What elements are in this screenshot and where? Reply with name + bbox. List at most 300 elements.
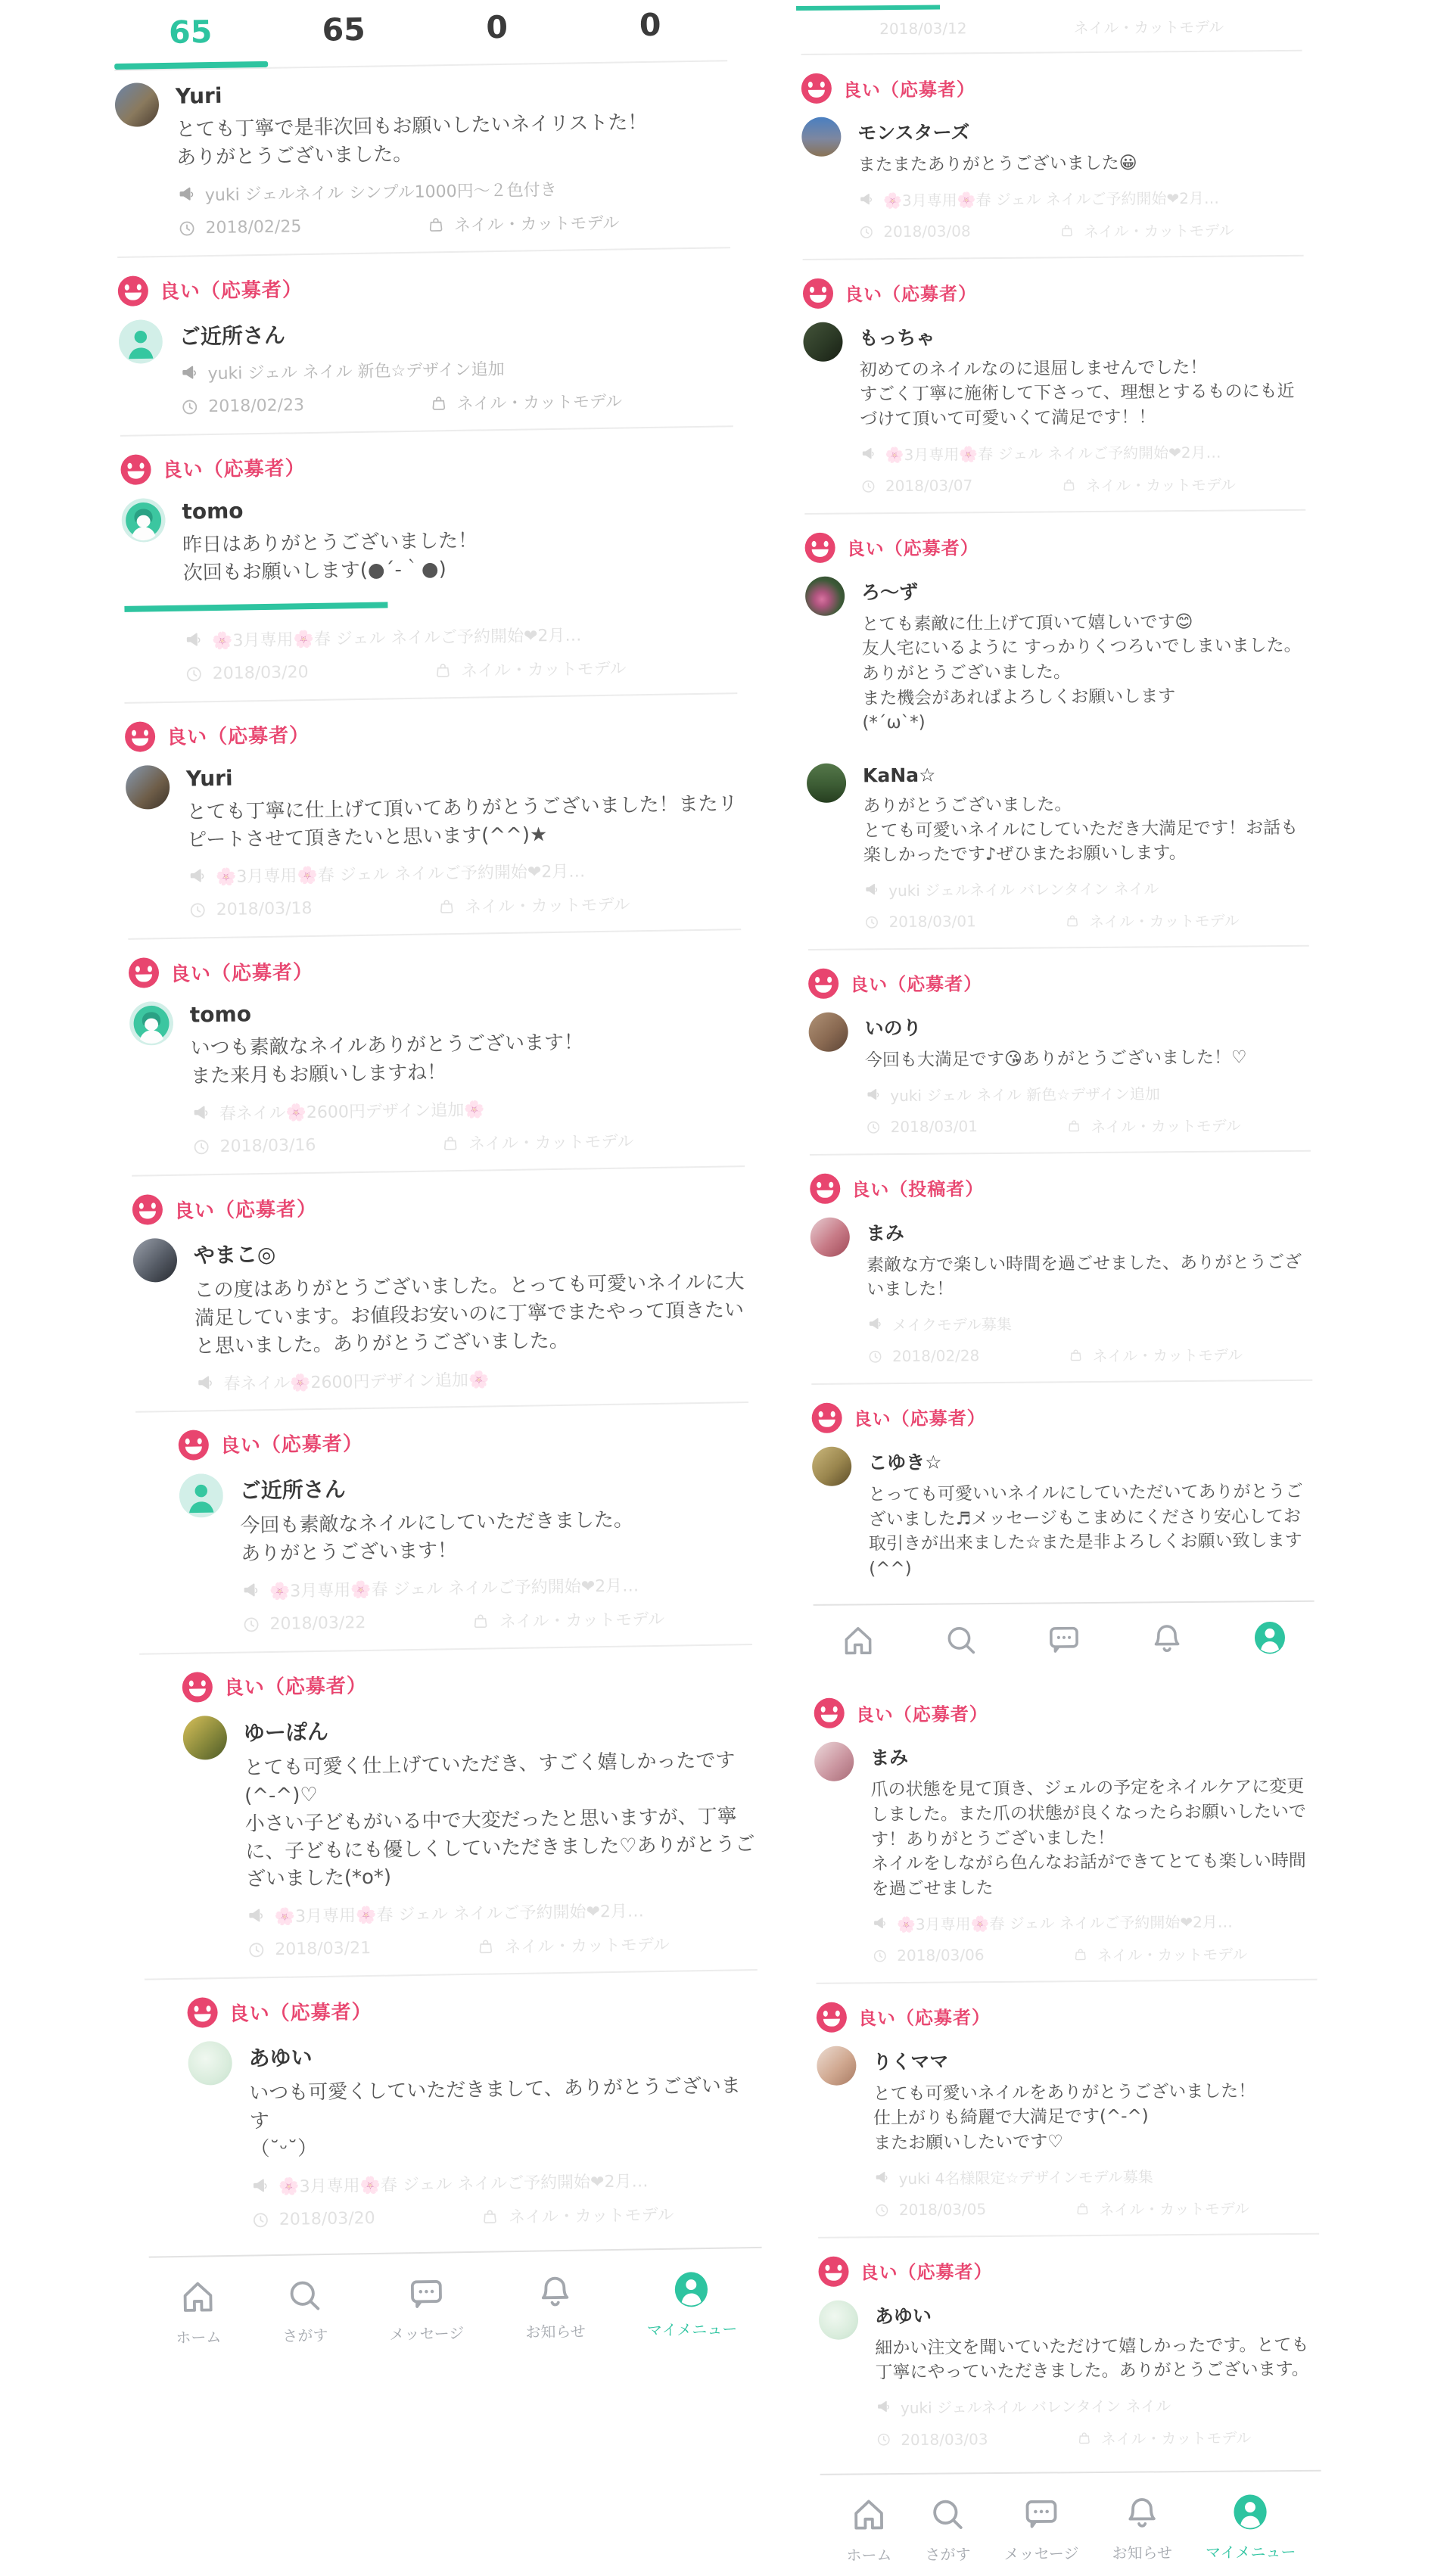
review-card[interactable] bbox=[804, 510, 1307, 751]
message-icon bbox=[1020, 2493, 1061, 2534]
review-meta bbox=[876, 2393, 1321, 2451]
avatar[interactable] bbox=[118, 319, 163, 364]
job-tag: 🌸3月専用🌸春 ジェル ネイルご予約開始❤2月… bbox=[896, 1912, 1233, 1934]
review-category-pair bbox=[1060, 472, 1236, 496]
megaphone-icon bbox=[177, 185, 196, 204]
nav-label: マイメニュー bbox=[646, 2319, 738, 2340]
review-card[interactable] bbox=[811, 1381, 1314, 1598]
nav-item-search[interactable] bbox=[282, 2275, 328, 2346]
job-tag: 🌸3月専用🌸春 ジェル ネイルご予約開始❤2月… bbox=[274, 1902, 645, 1927]
review-meta bbox=[241, 1571, 752, 1637]
job-tag: 春ネイル🌸2600円デザイン追加🌸 bbox=[223, 1370, 490, 1394]
review-rating-header bbox=[187, 1989, 758, 2028]
megaphone-icon bbox=[188, 867, 207, 886]
clock-icon bbox=[191, 1137, 210, 1156]
reviewer-name: Yuri bbox=[185, 765, 233, 792]
job-tag: yuki ジェル ネイル 新色☆デザイン追加 bbox=[890, 1084, 1160, 1105]
clock-icon bbox=[863, 914, 879, 930]
review-card[interactable] bbox=[132, 1167, 748, 1412]
smiley-icon bbox=[804, 532, 835, 562]
nav-item-home[interactable] bbox=[846, 2494, 892, 2565]
job-tag: 🌸3月専用🌸春 ジェル ネイルご予約開始❤2月… bbox=[882, 188, 1220, 210]
job-tag-row bbox=[188, 857, 740, 888]
review-meta bbox=[873, 2163, 1319, 2221]
rating-label: 良い（応募者） bbox=[159, 278, 303, 304]
review-rating-header bbox=[132, 1185, 746, 1225]
review-text: いつも可愛くしていただきまして、ありがとうございます （˘ᵕ˘） bbox=[249, 2074, 741, 2161]
review-date-pair bbox=[858, 221, 1059, 241]
review-text: 初めてのネイルなのに退屈しませんでした！ すごく丁寧に施術して下さって、理想とするものにも近づけて頂いて可愛いくて満足です！！ bbox=[859, 357, 1295, 430]
rating-label: 良い（応募者） bbox=[223, 1675, 368, 1700]
review-category: ネイル・カットモデル bbox=[1097, 1945, 1248, 1965]
megaphone-icon bbox=[195, 1374, 214, 1392]
review-meta bbox=[188, 857, 741, 922]
review-date-pair bbox=[241, 1612, 471, 1635]
review-text: この度はありがとうございました。とっても可愛いネイルに大満足しています。お値段お安いのに丁寧でまたやって頂きたいと思いました。ありがとうございました。 bbox=[194, 1271, 745, 1358]
review-meta bbox=[184, 620, 737, 686]
review-meta bbox=[179, 353, 733, 418]
bell-icon bbox=[534, 2271, 576, 2313]
megaphone-icon bbox=[863, 882, 879, 898]
clock-icon bbox=[180, 397, 199, 416]
reviewer-name: ご近所さん bbox=[179, 322, 286, 350]
review-text: 細かい注文を聞いていただけて嬉しかったです。とても丁寧にやっていただきました。ありがとうございます。 bbox=[875, 2335, 1309, 2383]
clock-icon bbox=[876, 2431, 891, 2447]
nav-label: メッセージ bbox=[1003, 2544, 1079, 2564]
person-icon bbox=[670, 2269, 712, 2310]
rating-label: 良い（応募者） bbox=[173, 1197, 318, 1223]
bag-icon bbox=[433, 661, 452, 680]
megaphone-icon bbox=[179, 363, 198, 382]
bag-icon bbox=[426, 215, 445, 234]
job-tag-row bbox=[858, 185, 1303, 210]
review-rating-header bbox=[818, 2252, 1319, 2286]
megaphone-icon bbox=[872, 1915, 888, 1931]
review-card[interactable] bbox=[117, 248, 733, 437]
bag-icon bbox=[1064, 913, 1080, 929]
review-date: 2018/03/20 bbox=[278, 2208, 375, 2229]
avatar[interactable] bbox=[182, 1716, 227, 1760]
review-rating-header bbox=[803, 274, 1304, 308]
nav-label: さがす bbox=[282, 2326, 328, 2345]
review-text: いつも素敵なネイルありがとうございます！ また来月もお願いしますね！ bbox=[190, 1031, 584, 1088]
search-icon bbox=[927, 2494, 968, 2534]
review-category-pair bbox=[1072, 1942, 1248, 1965]
avatar[interactable] bbox=[133, 1238, 178, 1283]
job-tag-row bbox=[177, 174, 730, 206]
review-meta bbox=[858, 185, 1304, 243]
review-card[interactable] bbox=[145, 1971, 761, 2248]
review-card[interactable] bbox=[124, 694, 741, 940]
smiley-icon bbox=[120, 454, 151, 485]
smiley-icon bbox=[132, 1194, 163, 1225]
right-review-list-bottom bbox=[814, 1676, 1321, 2466]
nav-item-mymenu[interactable] bbox=[1205, 2491, 1296, 2562]
smiley-icon bbox=[817, 2002, 847, 2032]
message-icon bbox=[406, 2273, 447, 2314]
megaphone-icon bbox=[876, 2399, 891, 2415]
review-card[interactable] bbox=[810, 1151, 1312, 1385]
reviewer-name: こゆき☆ bbox=[868, 1451, 942, 1474]
reviewer-name: Yuri bbox=[175, 82, 222, 109]
smiley-icon bbox=[810, 1173, 840, 1203]
bag-icon bbox=[429, 394, 448, 412]
avatar[interactable] bbox=[121, 498, 166, 543]
nav-item-mymenu[interactable] bbox=[1251, 1619, 1289, 1657]
rating-label: 良い（応募者） bbox=[850, 973, 983, 996]
bag-icon bbox=[1061, 477, 1077, 493]
reviewer-name: まみ bbox=[870, 1747, 909, 1769]
review-filter-tab[interactable]: 65 bbox=[114, 7, 268, 70]
nav-item-home[interactable] bbox=[175, 2276, 221, 2347]
review-rating-header bbox=[118, 266, 732, 306]
review-card[interactable] bbox=[139, 1645, 758, 1980]
reviewer-name: tomo bbox=[189, 1001, 252, 1028]
bag-icon bbox=[1072, 1946, 1088, 1962]
review-rating-header bbox=[120, 445, 734, 485]
review-category-pair bbox=[1059, 218, 1234, 241]
bell-icon bbox=[1122, 2492, 1162, 2533]
review-date-pair bbox=[860, 475, 1061, 495]
review-category-pair bbox=[471, 1607, 665, 1633]
review-date: 2018/03/06 bbox=[897, 1946, 985, 1965]
clock-icon bbox=[858, 224, 874, 240]
rating-label: 良い（応募者） bbox=[855, 1703, 988, 1726]
megaphone-icon bbox=[246, 1906, 265, 1925]
reviewer-name: やまこ◎ bbox=[193, 1242, 276, 1268]
review-date-pair bbox=[874, 2199, 1075, 2219]
review-category-pair bbox=[437, 892, 630, 919]
review-category: ネイル・カットモデル bbox=[1092, 1346, 1243, 1365]
avatar[interactable] bbox=[179, 1473, 223, 1518]
smiley-icon bbox=[814, 1698, 845, 1728]
active-tab-underline bbox=[796, 5, 940, 11]
review-text: とても丁寧で是非次回もお願いしたいネイリストた！ ありがとうございました。 bbox=[176, 110, 648, 170]
avatar[interactable] bbox=[115, 82, 160, 127]
avatar[interactable] bbox=[129, 1001, 174, 1046]
nav-item-message[interactable] bbox=[1045, 1621, 1083, 1659]
review-meta bbox=[177, 174, 730, 240]
clock-icon bbox=[874, 2202, 890, 2218]
review-filter-tabs bbox=[114, 0, 727, 71]
smiley-icon bbox=[125, 721, 156, 752]
review-date-pair bbox=[251, 2207, 481, 2230]
reviewer-name: ろ〜ず bbox=[860, 580, 919, 604]
review-category-pair bbox=[1074, 2196, 1249, 2220]
review-filter-tab[interactable]: 0 bbox=[486, 8, 509, 46]
nav-label: マイメニュー bbox=[1205, 2542, 1296, 2562]
review-date: 2018/03/08 bbox=[883, 222, 971, 241]
clock-icon bbox=[866, 1119, 882, 1135]
reviewer-name: まみ bbox=[866, 1221, 904, 1244]
review-date: 2018/02/25 bbox=[205, 216, 302, 238]
review-rating-header bbox=[812, 1399, 1313, 1433]
review-text: とても可愛く仕上げていただき、すごく嬉しかったです(^-^)♡ 小さい子どもがいる中で大変だったと思いますが、丁寧に、子どもにも優しくしていただきました♡ありがとうございました(*o*) bbox=[244, 1749, 755, 1891]
review-category: ネイル・カットモデル bbox=[453, 213, 620, 235]
review-card[interactable] bbox=[817, 1980, 1320, 2238]
review-date: 2018/03/21 bbox=[275, 1939, 372, 1960]
avatar[interactable] bbox=[814, 1742, 854, 1781]
job-tag-row bbox=[191, 1093, 744, 1125]
avatar[interactable] bbox=[812, 1446, 851, 1486]
reviewer-name: もっちゃ bbox=[859, 326, 935, 350]
review-category-pair bbox=[426, 210, 620, 236]
nav-item-notice[interactable] bbox=[1112, 2492, 1172, 2563]
clock-icon bbox=[872, 1948, 888, 1964]
job-tag: yuki ジェル ネイル 新色☆デザイン追加 bbox=[207, 359, 505, 384]
megaphone-icon bbox=[250, 2176, 269, 2195]
search-icon bbox=[284, 2275, 325, 2316]
nav-item-home[interactable] bbox=[839, 1622, 877, 1660]
home-icon bbox=[177, 2276, 219, 2318]
rating-label: 良い（応募者） bbox=[860, 2261, 993, 2284]
avatar[interactable] bbox=[808, 1012, 848, 1051]
review-card[interactable] bbox=[807, 748, 1309, 950]
rating-label: 良い（応募者） bbox=[857, 2007, 991, 2030]
bag-icon bbox=[481, 2207, 499, 2226]
right-screenshot bbox=[801, 1, 1322, 2576]
megaphone-icon bbox=[860, 446, 876, 462]
rating-label: 良い（応募者） bbox=[162, 457, 306, 483]
smiley-icon bbox=[801, 73, 832, 104]
left-review-list bbox=[114, 61, 761, 2248]
review-card[interactable] bbox=[814, 1676, 1317, 1983]
nav-item-search[interactable] bbox=[925, 2494, 971, 2564]
rating-label: 良い（投稿者） bbox=[851, 1178, 985, 1201]
rating-label: 良い（応募者） bbox=[219, 1433, 364, 1458]
person-icon bbox=[1230, 2491, 1271, 2532]
review-text: ありがとうございました。 とても可愛いネイルにしていただき大満足です！お話も楽しかったです♪ぜひまたお願いします。 bbox=[863, 795, 1299, 866]
review-category: ネイル・カットモデル bbox=[456, 392, 623, 414]
job-tag: 🌸3月専用🌸春 ジェル ネイルご予約開始❤2月… bbox=[269, 1576, 639, 1601]
review-card[interactable] bbox=[818, 2234, 1321, 2466]
megaphone-icon bbox=[191, 1103, 210, 1122]
review-card[interactable] bbox=[135, 1403, 752, 1654]
reviewer-name: KaNa☆ bbox=[862, 764, 936, 787]
review-date-pair bbox=[872, 1946, 1072, 1965]
nav-label: お知らせ bbox=[1112, 2543, 1173, 2562]
nav-item-search[interactable] bbox=[942, 1622, 980, 1660]
megaphone-icon bbox=[867, 1316, 883, 1332]
nav-label: メッセージ bbox=[389, 2324, 465, 2344]
job-tag-row bbox=[241, 1571, 751, 1603]
reviewer-name: いのり bbox=[864, 1016, 922, 1040]
person-icon bbox=[1251, 1619, 1289, 1657]
nav-label: お知らせ bbox=[525, 2322, 586, 2341]
review-rating-header bbox=[179, 1421, 750, 1461]
review-rating-header bbox=[808, 965, 1309, 999]
avatar[interactable] bbox=[805, 576, 845, 615]
review-category: ネイル・カットモデル bbox=[1073, 17, 1224, 38]
review-card[interactable] bbox=[120, 427, 737, 703]
review-text: とっても可愛いいネイルにしていただいてありがとうございました♬メッセージもこまめにくださり安心してお取引きが出来ました☆また是非よろしくお願い致します(^^) bbox=[868, 1481, 1303, 1579]
review-date: 2018/03/12 bbox=[879, 18, 967, 38]
review-text: とても素敵に仕上げて頂いて嬉しいです😊 友人宅にいるように すっかりくつろいでしまいました。ありがとうございました。 また機会があればよろしくお願いします (*´ω`*) bbox=[861, 611, 1302, 733]
review-category: ネイル・カットモデル bbox=[465, 895, 630, 918]
review-category: ネイル・カットモデル bbox=[1085, 475, 1237, 495]
clock-icon bbox=[188, 901, 207, 920]
review-filter-tab[interactable]: 65 bbox=[322, 11, 366, 48]
review-date-pair bbox=[180, 394, 429, 416]
job-tag: 🌸3月専用🌸春 ジェル ネイルご予約開始❤2月… bbox=[215, 862, 586, 888]
review-card[interactable] bbox=[128, 931, 745, 1177]
smiley-icon bbox=[129, 958, 160, 989]
avatar[interactable] bbox=[803, 322, 842, 361]
bag-icon bbox=[1074, 2201, 1090, 2217]
review-date: 2018/02/28 bbox=[891, 1346, 980, 1366]
megaphone-icon bbox=[865, 1087, 881, 1103]
review-meta bbox=[191, 1093, 745, 1159]
job-tag: 🌸3月専用🌸春 ジェル ネイルご予約開始❤2月… bbox=[278, 2172, 649, 2197]
rating-label: 良い（応募者） bbox=[842, 78, 975, 101]
bottom-navbar-left bbox=[149, 2247, 764, 2359]
job-tag-row bbox=[860, 439, 1305, 465]
review-meta bbox=[863, 876, 1309, 934]
review-card[interactable] bbox=[808, 947, 1311, 1156]
review-card[interactable] bbox=[803, 256, 1306, 514]
clock-icon bbox=[251, 2210, 270, 2229]
avatar[interactable] bbox=[819, 2300, 858, 2339]
review-rating-header bbox=[810, 1169, 1311, 1203]
review-category-pair bbox=[481, 2202, 674, 2229]
review-category-pair bbox=[1068, 1342, 1243, 1366]
nav-item-notice[interactable] bbox=[524, 2271, 586, 2342]
review-date-pair bbox=[867, 1346, 1068, 1366]
review-rating-header bbox=[817, 1998, 1318, 2032]
smiley-icon bbox=[179, 1430, 210, 1461]
smiley-icon bbox=[118, 275, 149, 306]
review-category-pair bbox=[476, 1932, 670, 1958]
review-category: ネイル・カットモデル bbox=[1099, 2199, 1249, 2219]
review-card[interactable] bbox=[801, 51, 1304, 260]
review-text: 爪の状態を見て頂き、ジェルの予定をネイルケアに変更しました。また爪の状態が良くなったらお願いしたいです！ありがとうございました！ ネイルをしながら色んなお話ができてとても楽しい時間を過ごせました bbox=[870, 1777, 1306, 1899]
review-meta bbox=[867, 1310, 1313, 1368]
nav-item-message[interactable] bbox=[388, 2273, 464, 2344]
job-tag: 春ネイル🌸2600円デザイン追加🌸 bbox=[219, 1100, 485, 1125]
bag-icon bbox=[471, 1611, 490, 1630]
review-category: ネイル・カットモデル bbox=[1100, 2428, 1252, 2449]
review-date-pair bbox=[177, 215, 426, 238]
nav-item-message[interactable] bbox=[1003, 2493, 1079, 2564]
review-filter-tab[interactable]: 0 bbox=[639, 6, 661, 44]
active-tab-underline bbox=[124, 602, 387, 611]
review-category: ネイル・カットモデル bbox=[468, 1132, 634, 1155]
smiley-icon bbox=[818, 2256, 848, 2286]
review-text: 昨日はありがとうございました！ 次回もお願いします(●´-｀●) bbox=[182, 529, 478, 585]
clock-icon bbox=[867, 1349, 883, 1364]
review-category-pair bbox=[1064, 908, 1240, 932]
review-text: 今回も素敵なネイルにしていただきました。 ありがとうございます！ bbox=[240, 1508, 634, 1566]
review-date: 2018/03/16 bbox=[219, 1136, 316, 1157]
rating-label: 良い（応募者） bbox=[844, 283, 978, 306]
review-date: 2018/03/20 bbox=[212, 662, 309, 683]
review-meta bbox=[195, 1363, 748, 1395]
review-category-pair bbox=[428, 388, 622, 415]
screenshot-seam bbox=[183, 591, 736, 618]
review-date-pair bbox=[188, 898, 437, 920]
job-tag-row bbox=[872, 1909, 1317, 1934]
bag-icon bbox=[1076, 2430, 1092, 2446]
reviewer-name: tomo bbox=[182, 498, 244, 524]
partial-review-meta bbox=[801, 1, 1302, 55]
job-tag-row bbox=[195, 1363, 748, 1395]
review-date: 2018/02/23 bbox=[208, 395, 305, 416]
review-text: とても可愛いネイルをありがとうございました！ 仕上がりも綺麗で大満足です(^-^) またお願いしたいです♡ bbox=[873, 2081, 1256, 2154]
review-text: 素敵な方で楽しい時間を過ごせました、ありがとうございました！ bbox=[866, 1252, 1302, 1300]
megaphone-icon bbox=[184, 630, 203, 649]
avatar[interactable] bbox=[188, 2041, 232, 2086]
avatar[interactable] bbox=[801, 117, 841, 157]
review-meta bbox=[872, 1909, 1318, 1967]
nav-item-mymenu[interactable] bbox=[646, 2268, 738, 2340]
home-icon bbox=[848, 2494, 889, 2535]
review-category-pair bbox=[1066, 1113, 1241, 1137]
review-meta bbox=[246, 1896, 757, 1962]
smiley-icon bbox=[803, 278, 833, 308]
review-meta bbox=[860, 439, 1306, 497]
nav-item-notice[interactable] bbox=[1148, 1620, 1186, 1658]
review-category: ネイル・カットモデル bbox=[509, 2205, 674, 2228]
avatar[interactable] bbox=[807, 763, 846, 802]
reviewer-name: モンスターズ bbox=[857, 121, 970, 145]
job-tag-row bbox=[179, 353, 732, 384]
bell-icon bbox=[1148, 1620, 1186, 1658]
avatar[interactable] bbox=[811, 1217, 850, 1256]
bag-icon bbox=[1068, 1347, 1084, 1363]
review-category-pair bbox=[1076, 2425, 1252, 2449]
clock-icon bbox=[241, 1615, 260, 1634]
clock-icon bbox=[177, 219, 196, 238]
review-date-pair bbox=[247, 1937, 477, 1960]
job-tag-row bbox=[246, 1896, 756, 1928]
megaphone-icon bbox=[858, 191, 874, 207]
job-tag: メイクモデル募集 bbox=[891, 1314, 1013, 1334]
avatar[interactable] bbox=[126, 765, 170, 810]
job-tag: 🌸3月専用🌸春 ジェル ネイルご予約開始❤2月… bbox=[885, 443, 1221, 464]
review-text: またまたありがとうございました😀 bbox=[857, 153, 1137, 176]
bag-icon bbox=[440, 1134, 459, 1153]
job-tag-row bbox=[867, 1310, 1312, 1336]
review-category: ネイル・カットモデル bbox=[1083, 221, 1234, 241]
clock-icon bbox=[185, 664, 204, 683]
review-card[interactable] bbox=[114, 61, 730, 258]
rating-label: 良い（応募者） bbox=[853, 1408, 986, 1430]
review-category: ネイル・カットモデル bbox=[499, 1610, 665, 1632]
message-icon bbox=[1045, 1621, 1083, 1659]
review-category: ネイル・カットモデル bbox=[461, 659, 627, 681]
job-tag: yuki ジェルネイル バレンタイン ネイル bbox=[900, 2397, 1171, 2418]
home-icon bbox=[839, 1622, 877, 1660]
reviewer-name: ゆーぽん bbox=[243, 1719, 329, 1746]
avatar[interactable] bbox=[817, 2046, 856, 2085]
smiley-icon bbox=[187, 1997, 218, 2028]
job-tag: yuki 4名様限定☆デザインモデル募集 bbox=[898, 2167, 1153, 2188]
review-category-pair bbox=[433, 655, 627, 682]
review-text: とても丁寧に仕上げて頂いてありがとうございました！またリピートさせて頂きたいと思います(^^)★ bbox=[186, 792, 738, 852]
review-category: ネイル・カットモデル bbox=[504, 1936, 670, 1958]
review-rating-header bbox=[804, 528, 1305, 562]
smiley-icon bbox=[182, 1672, 213, 1703]
bag-icon bbox=[476, 1937, 495, 1956]
bag-icon bbox=[1059, 222, 1075, 238]
clock-icon bbox=[247, 1940, 266, 1959]
job-tag-row bbox=[863, 876, 1308, 901]
nav-label: ホーム bbox=[846, 2546, 892, 2565]
reviewer-name: りくママ bbox=[873, 2050, 949, 2074]
smiley-icon bbox=[808, 969, 839, 999]
review-category-pair bbox=[440, 1129, 634, 1156]
rating-label: 良い（応募者） bbox=[170, 960, 314, 986]
